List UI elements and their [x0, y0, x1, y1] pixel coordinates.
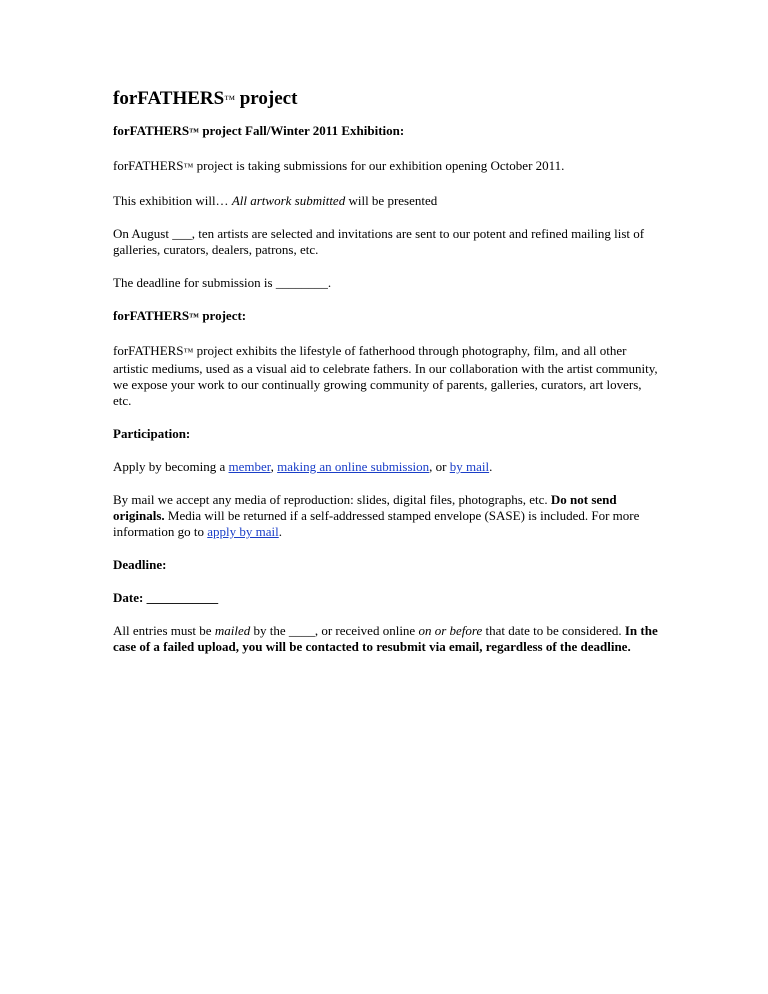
entries-italic-on-or-before: on or before — [418, 623, 483, 638]
exhibition-tail: will be presented — [345, 193, 438, 208]
exhibition-heading-brand: forFATHERS — [113, 123, 190, 138]
date-heading: Date: ___________ — [113, 590, 219, 605]
submissions-rest: project is taking submissions for our exhibition opening October 2011. — [193, 158, 565, 173]
apply-by-mail-link[interactable]: apply by mail — [207, 524, 279, 539]
entries-italic-mailed: mailed — [214, 623, 251, 638]
exhibition-heading-trademark: ™ — [189, 127, 200, 138]
project-heading-rest: project: — [199, 308, 247, 323]
member-link[interactable]: member — [228, 459, 271, 474]
project-brand: forFATHERS — [113, 343, 184, 358]
project-heading — [113, 308, 658, 326]
by-mail-bold: Do not send originals. — [113, 492, 617, 523]
exhibition-italic: All artwork submitted — [231, 193, 346, 208]
by-mail-paragraph — [113, 492, 658, 540]
august-paragraph: On August ___, ten artists are selected and invitations are sent to our potent and refined mailing list of galleries, curators, dealers, patrons, etc. — [113, 226, 645, 257]
project-trademark: ™ — [183, 347, 194, 358]
submissions-brand: forFATHERS — [113, 158, 184, 173]
title-trademark: ™ — [224, 94, 235, 106]
document-page — [113, 86, 658, 672]
apply-paragraph — [113, 459, 658, 475]
exhibition-lead: This exhibition will… — [113, 193, 232, 208]
apply-lead: Apply by becoming a — [113, 459, 229, 474]
submissions-trademark: ™ — [183, 162, 194, 173]
exhibition-heading — [113, 123, 658, 141]
by-mail-tail: Media will be returned if a self-addressed stamped envelope (SASE) is included. For more information go to — [113, 508, 640, 539]
exhibition-paragraph — [113, 193, 658, 209]
project-heading-brand: forFATHERS — [113, 308, 190, 323]
entries-mid-2: that date to be considered. — [482, 623, 625, 638]
online-submission-link[interactable]: making an online submission — [277, 459, 430, 474]
title-suffix: project — [234, 88, 298, 109]
apply-end: . — [489, 459, 493, 474]
entries-lead: All entries must be — [113, 623, 215, 638]
entries-paragraph — [113, 623, 658, 655]
by-mail-link[interactable]: by mail — [449, 459, 490, 474]
entries-bold: In the case of a failed upload, you will be contacted to resubmit via email, regardless of the deadline. — [113, 623, 658, 654]
by-mail-end: . — [278, 524, 282, 539]
deadline-heading: Deadline: — [113, 557, 167, 572]
by-mail-lead: By mail we accept any media of reproduction: slides, digital files, photographs, etc. — [113, 492, 551, 507]
exhibition-heading-rest: project Fall/Winter 2011 Exhibition: — [199, 123, 405, 138]
deadline-intro-paragraph: The deadline for submission is ________. — [113, 275, 332, 290]
project-rest: project exhibits the lifestyle of fatherhood through photography, film, and all other artistic mediums, used as a visual aid to celebrate fathers. In our collaboration with the artist community, we expose your work to our continually growing community of parents, galleries, curators, art lovers, etc. — [113, 343, 658, 408]
apply-sep-1: , — [270, 459, 278, 474]
document-title — [113, 86, 658, 113]
apply-sep-2: , or — [429, 459, 450, 474]
title-brand: forFATHERS — [113, 88, 225, 109]
project-heading-trademark: ™ — [189, 312, 200, 323]
project-paragraph — [113, 343, 658, 409]
entries-mid-1: by the ____, or received online — [250, 623, 419, 638]
submissions-paragraph — [113, 158, 658, 176]
participation-heading: Participation: — [113, 426, 191, 441]
